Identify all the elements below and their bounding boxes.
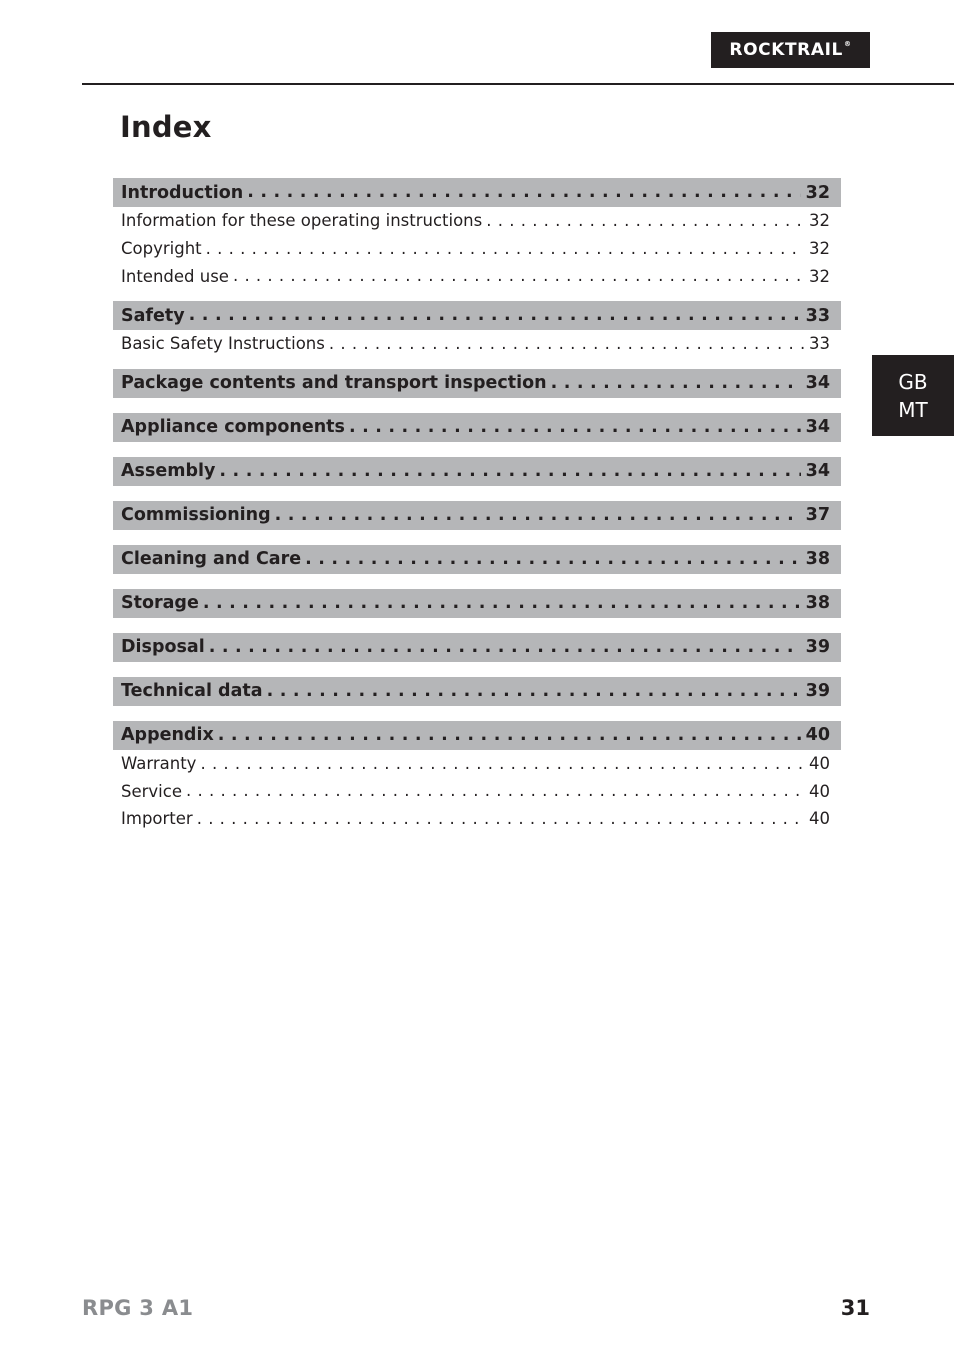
toc-page-number: 37: [805, 505, 830, 526]
toc-heading-introduction[interactable]: [113, 178, 841, 207]
toc-page-number: 34: [805, 461, 830, 482]
dot-leader: [267, 681, 801, 702]
toc-page-number: 32: [805, 182, 830, 203]
dot-leader: [219, 461, 800, 482]
language-code-gb: GB: [898, 369, 928, 394]
toc-heading-appliance-components[interactable]: [113, 413, 841, 442]
toc-entry[interactable]: [113, 235, 841, 263]
toc-entry[interactable]: [113, 262, 841, 290]
toc-page-number: 32: [809, 266, 830, 286]
toc-page-number: 40: [805, 725, 830, 746]
toc-heading-label: Introduction: [121, 182, 244, 203]
toc-heading-label: Appendix: [121, 725, 214, 746]
toc-heading-label: Appliance components: [121, 417, 345, 438]
toc-heading-label: Commissioning: [121, 505, 271, 526]
dot-leader: [247, 182, 800, 203]
dot-leader: [197, 809, 804, 829]
language-code-mt: MT: [898, 397, 928, 422]
dot-leader: [200, 754, 804, 774]
language-tab: [872, 355, 954, 436]
page-title: Index: [120, 110, 212, 144]
toc-heading-label: Assembly: [121, 461, 216, 482]
toc-heading-label: Disposal: [121, 637, 205, 658]
toc-page-number: 34: [805, 373, 830, 394]
dot-leader: [329, 334, 804, 354]
toc-entry-label: Service: [121, 781, 182, 801]
toc-entry-label: Intended use: [121, 266, 229, 286]
toc-heading-label: Technical data: [121, 681, 263, 702]
toc-heading-label: Package contents and transport inspection: [121, 373, 547, 394]
dot-leader: [349, 417, 801, 438]
toc-heading-safety[interactable]: [113, 301, 841, 330]
registered-mark: ®: [843, 40, 852, 48]
table-of-contents: [113, 178, 841, 833]
toc-heading-package-contents[interactable]: [113, 369, 841, 398]
toc-entry[interactable]: [113, 750, 841, 778]
toc-page-number: 38: [805, 549, 830, 570]
toc-heading-label: Cleaning and Care: [121, 549, 302, 570]
dot-leader: [189, 305, 801, 326]
brand-name: ROCKTRAIL: [729, 40, 843, 60]
brand-logo: [711, 32, 870, 68]
toc-entry-label: Warranty: [121, 754, 197, 774]
toc-page-number: 32: [809, 239, 830, 259]
toc-page-number: 38: [805, 593, 830, 614]
toc-page-number: 39: [805, 681, 830, 702]
toc-entry[interactable]: [113, 330, 841, 358]
toc-heading-label: Storage: [121, 593, 199, 614]
header-divider: [82, 83, 954, 85]
toc-entry-label: Copyright: [121, 239, 202, 259]
toc-entry[interactable]: [113, 777, 841, 805]
footer-page-number: 31: [840, 1296, 870, 1320]
toc-page-number: 33: [805, 305, 830, 326]
toc-page-number: 32: [809, 211, 830, 231]
toc-page-number: 40: [809, 809, 830, 829]
toc-entry-label: Importer: [121, 809, 193, 829]
dot-leader: [209, 637, 801, 658]
toc-entry[interactable]: [113, 207, 841, 235]
toc-page-number: 39: [805, 637, 830, 658]
toc-heading-disposal[interactable]: [113, 633, 841, 662]
toc-page-number: 34: [805, 417, 830, 438]
toc-heading-assembly[interactable]: [113, 457, 841, 486]
toc-heading-appendix[interactable]: [113, 721, 841, 750]
toc-heading-commissioning[interactable]: [113, 501, 841, 530]
dot-leader: [218, 725, 801, 746]
toc-page-number: 33: [809, 334, 830, 354]
toc-heading-label: Safety: [121, 305, 185, 326]
toc-page-number: 40: [809, 781, 830, 801]
toc-heading-storage[interactable]: [113, 589, 841, 618]
dot-leader: [275, 505, 801, 526]
footer-model-number: RPG 3 A1: [82, 1296, 194, 1320]
toc-heading-technical-data[interactable]: [113, 677, 841, 706]
dot-leader: [551, 373, 801, 394]
toc-entry-label: Information for these operating instructions: [121, 211, 483, 231]
toc-page-number: 40: [809, 754, 830, 774]
dot-leader: [206, 239, 804, 259]
dot-leader: [203, 593, 801, 614]
dot-leader: [305, 549, 801, 570]
dot-leader: [233, 266, 804, 286]
dot-leader: [486, 211, 804, 231]
toc-entry[interactable]: [113, 805, 841, 833]
dot-leader: [186, 781, 804, 801]
toc-heading-cleaning-and-care[interactable]: [113, 545, 841, 574]
toc-entry-label: Basic Safety Instructions: [121, 334, 325, 354]
